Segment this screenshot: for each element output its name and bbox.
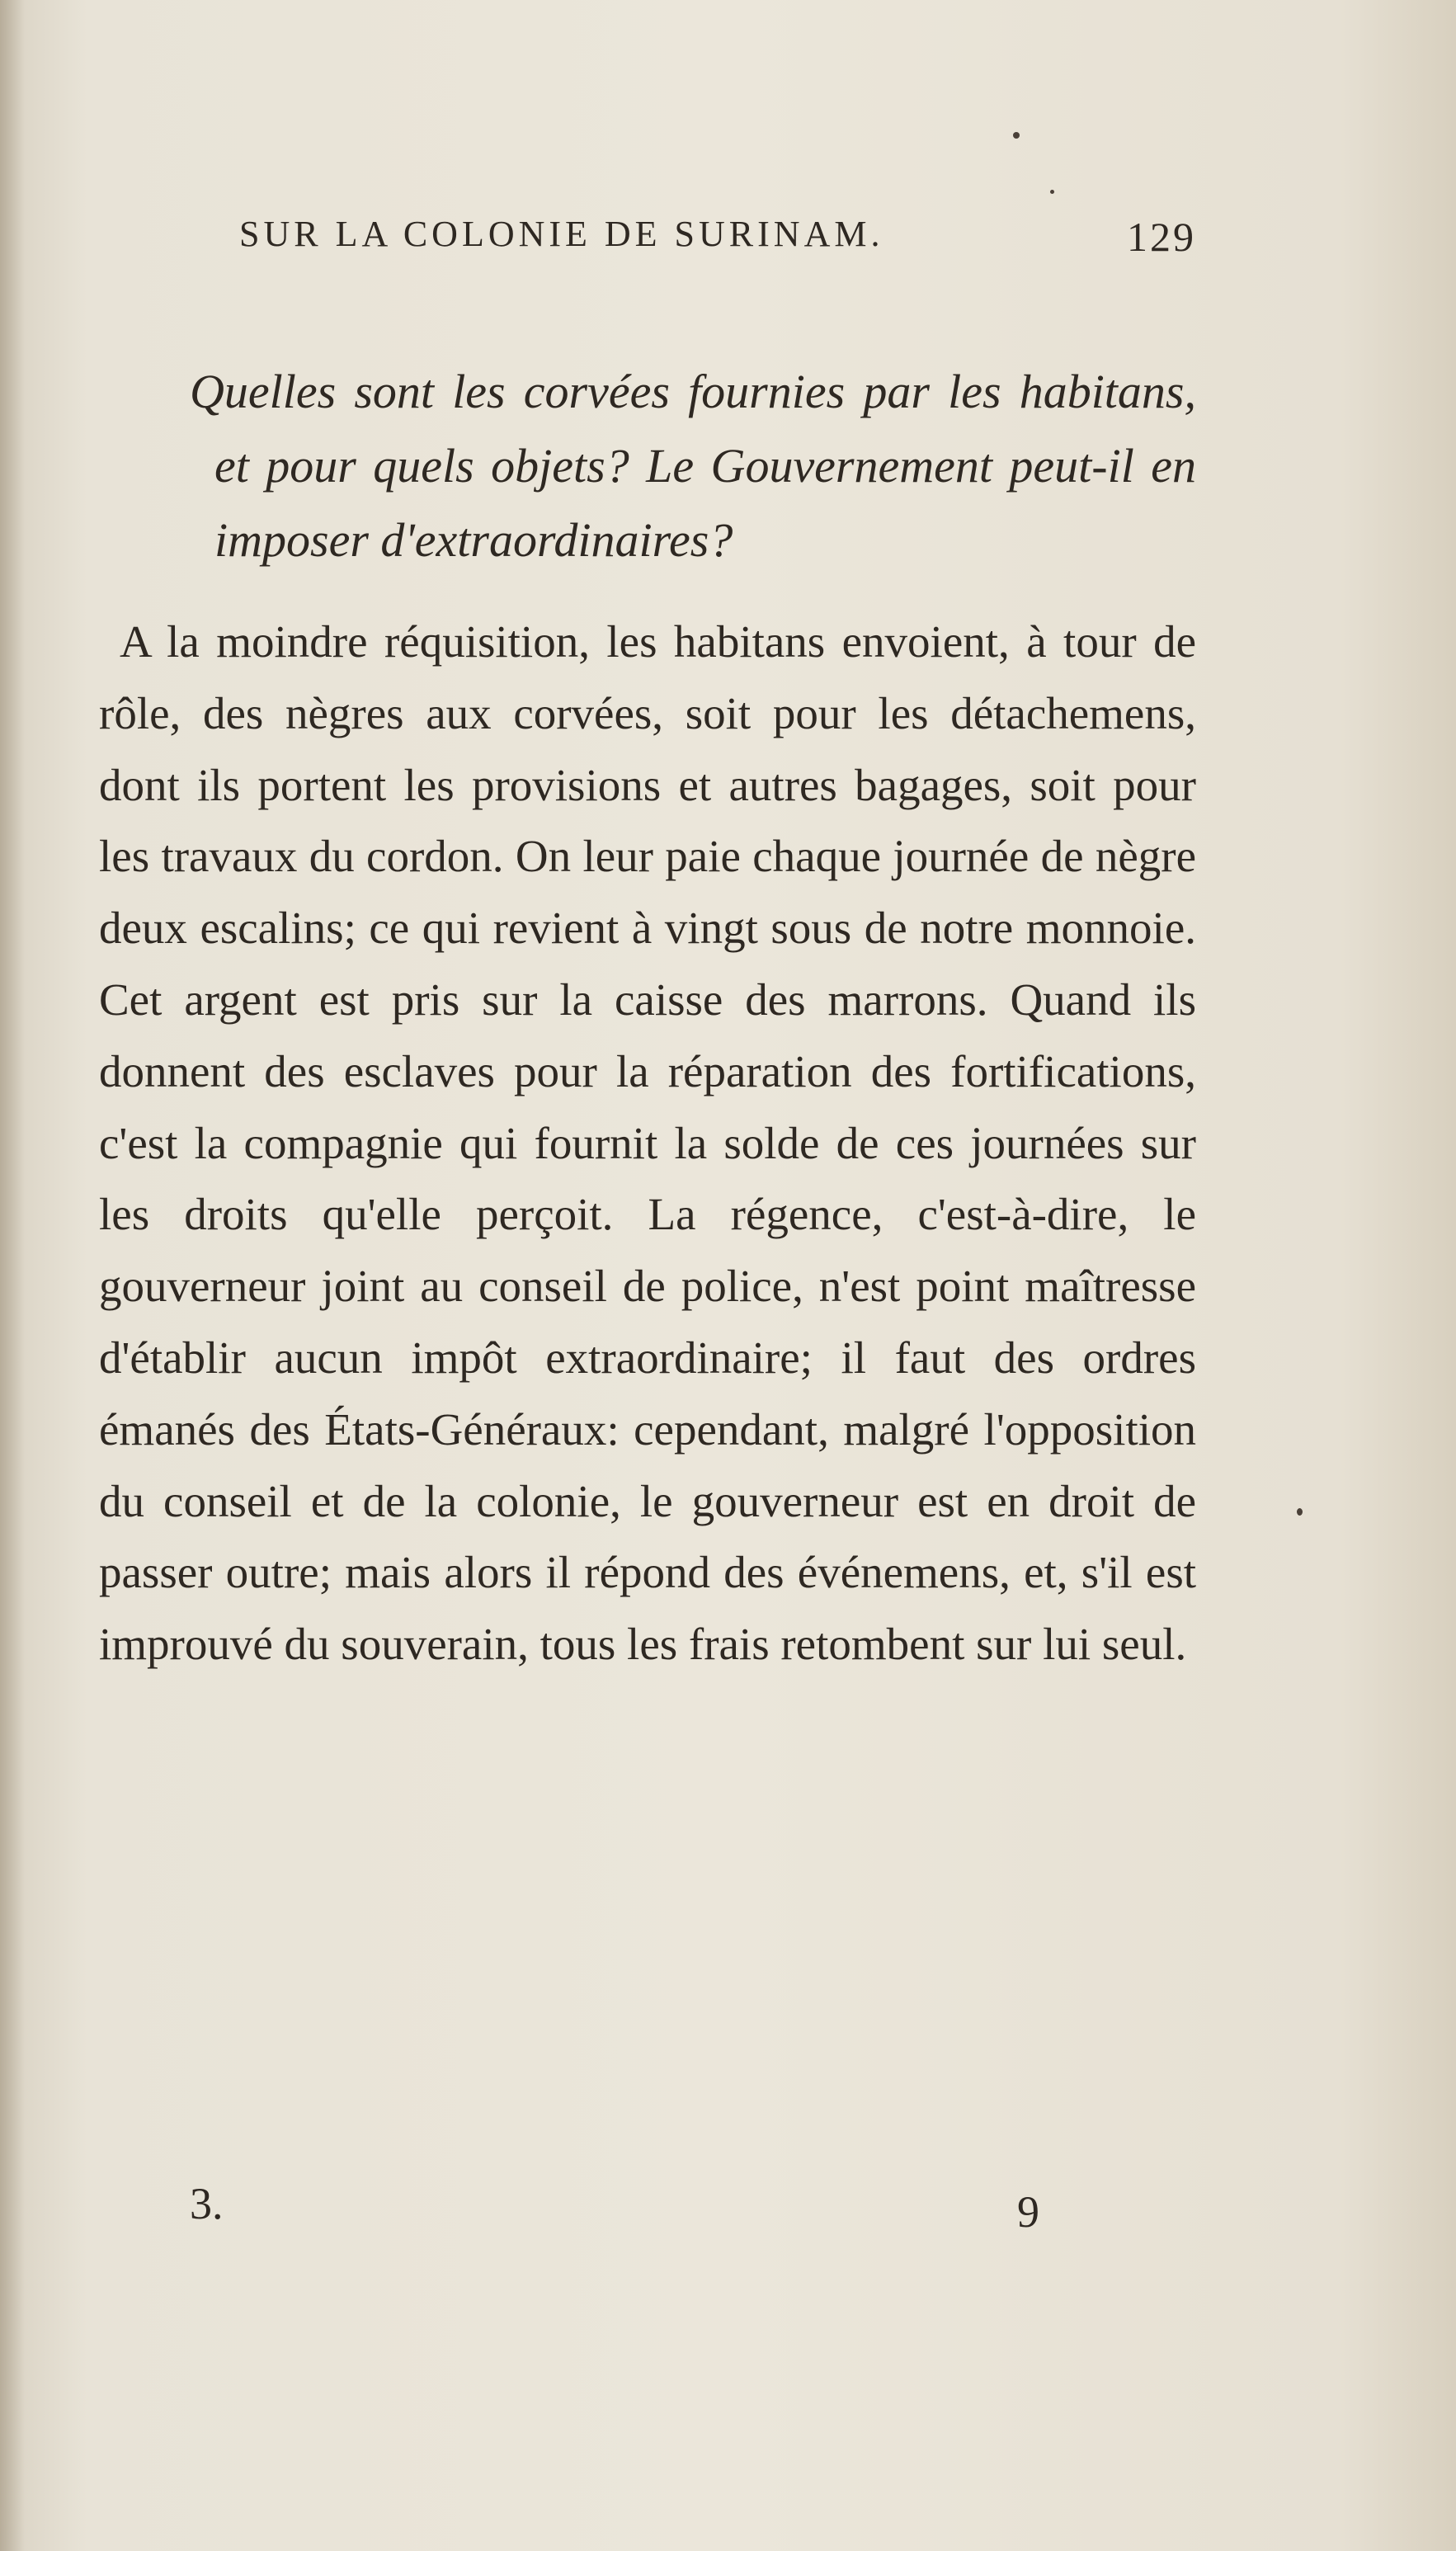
running-title: SUR LA COLONIE DE SURINAM.: [239, 214, 884, 254]
page-gutter-shadow: [0, 0, 25, 2551]
paper-speck: [1050, 190, 1054, 194]
answer-paragraph: A la moindre réquisition, les habitans envoient, à tour de rôle, des nègres aux corvées, soit pour les détachemens, dont ils portent les provisions et autres bagages, soit pour les travaux du cordon. On leur paie chaque journée de nègre deux escalins; ce qui revient à vingt sous de notre monnoie. Cet argent est pris sur la caisse des marrons. Quand ils donnent des esclaves pour la réparation des fortifications, c'est la compagnie qui fournit la solde de ces journées sur les droits qu'elle perçoit. La régence, c'est-à-dire, le gouverneur joint au conseil de police, n'est point maîtresse d'établir aucun impôt extraordinaire; il faut des ordres émanés des États-Généraux: cependant, malgré l'opposition du conseil et de la colonie, le gouverneur est en droit de passer outre; mais alors il répond des événemens, et, s'il est improuvé du souverain, tous les frais retombent sur lui seul.: [99, 616, 1196, 1670]
signature-mark: 3.: [190, 2179, 224, 2228]
page-footer: [190, 2178, 1039, 2244]
question-heading: Quelles sont les corvées fournies par les habitans, et pour quels objets? Le Gouvernement peut-il en imposer d'extraordinaires?: [190, 365, 1196, 567]
paper-speck: [1013, 132, 1020, 139]
page-number: 129: [1127, 214, 1196, 260]
paper-speck: [1297, 1508, 1303, 1516]
running-header: [239, 213, 1196, 271]
gathering-mark: 9: [1017, 2187, 1039, 2237]
